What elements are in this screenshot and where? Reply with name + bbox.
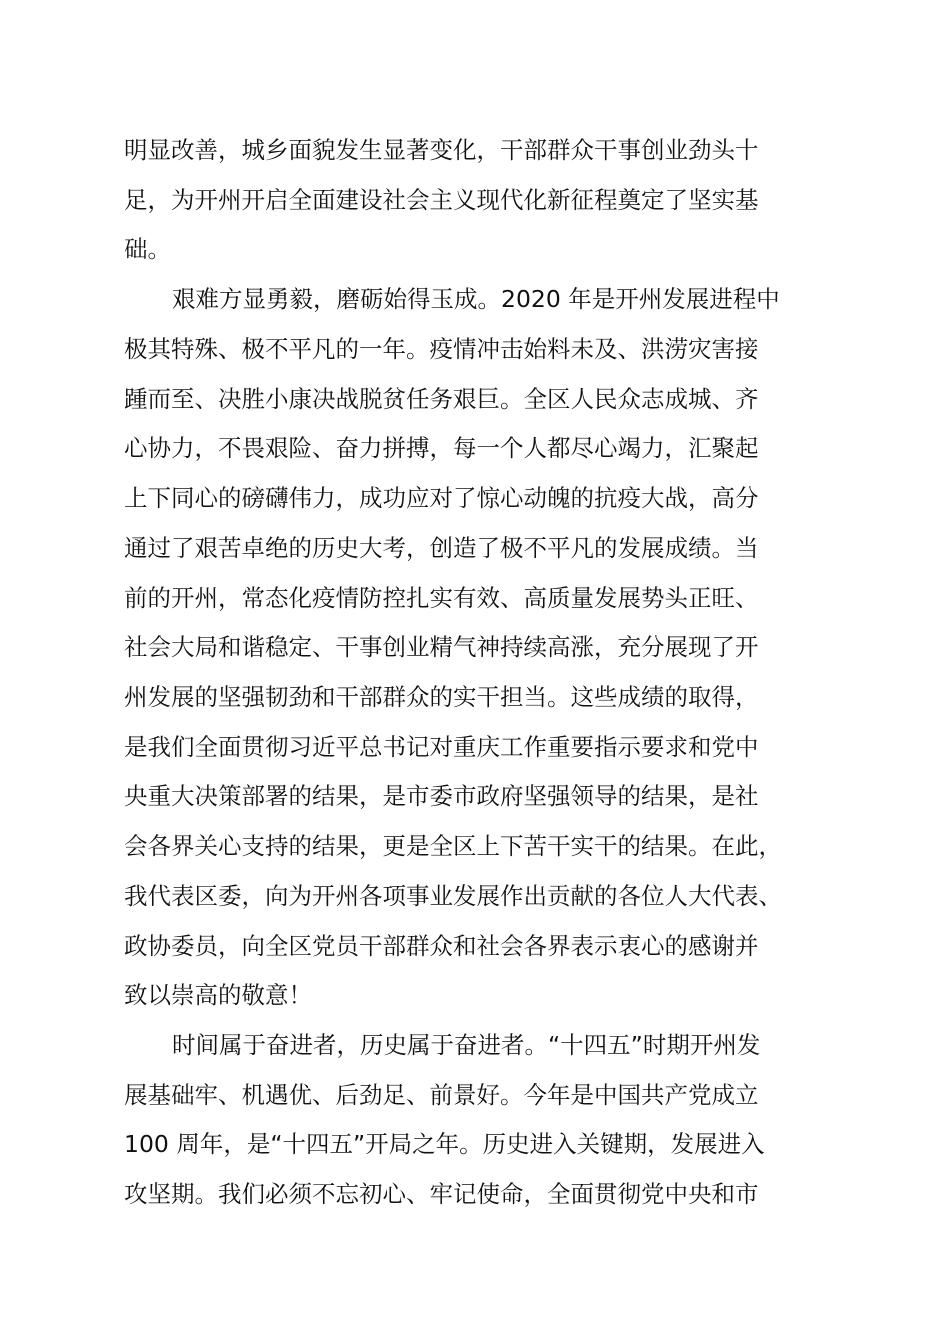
- text-line: 是我们全面贯彻习近平总书记对重庆工作重要指示要求和党中: [124, 733, 759, 761]
- text-line: 通过了艰苦卓绝的历史大考，创造了极不平凡的发展成绩。当: [124, 534, 759, 562]
- text-line: 时间属于奋进者，历史属于奋进者。“十四五”时期开州发: [172, 1031, 761, 1059]
- text-line: 上下同心的磅礴伟力，成功应对了惊心动魄的抗疫大战，高分: [124, 484, 759, 512]
- text-line: 明显改善，城乡面貌发生显著变化，干部群众干事创业劲头十: [124, 136, 759, 164]
- text-line: 致以崇高的敬意！: [124, 981, 312, 1009]
- text-line: 心协力，不畏艰险、奋力拼搏，每一个人都尽心竭力，汇聚起: [124, 434, 759, 462]
- text-line: 我代表区委，向为开州各项事业发展作出贡献的各位人大代表、: [124, 882, 782, 910]
- text-line: 前的开州，常态化疫情防控扎实有效、高质量发展势头正旺、: [124, 584, 759, 612]
- text-line: 州发展的坚强韧劲和干部群众的实干担当。这些成绩的取得，: [124, 683, 759, 711]
- text-line: 政协委员，向全区党员干部群众和社会各界表示衷心的感谢并: [124, 932, 759, 960]
- text-line: 展基础牢、机遇优、后劲足、前景好。今年是中国共产党成立: [124, 1081, 759, 1109]
- text-line: 100 周年，是“十四五”开局之年。历史进入关键期，发展进入: [124, 1130, 765, 1158]
- text-line: 攻坚期。我们必须不忘初心、牢记使命，全面贯彻党中央和市: [124, 1180, 759, 1208]
- text-line: 艰难方显勇毅，磨砺始得玉成。2020 年是开州发展进程中: [172, 285, 780, 313]
- text-line: 央重大决策部署的结果，是市委市政府坚强领导的结果，是社: [124, 782, 759, 810]
- text-line: 社会大局和谐稳定、干事创业精气神持续高涨，充分展现了开: [124, 633, 759, 661]
- text-line: 础。: [124, 235, 171, 263]
- text-line: 极其特殊、极不平凡的一年。疫情冲击始料未及、洪涝灾害接: [124, 335, 759, 363]
- text-line: 踵而至、决胜小康决战脱贫任务艰巨。全区人民众志成城、齐: [124, 385, 759, 413]
- text-line: 足，为开州开启全面建设社会主义现代化新征程奠定了坚实基: [124, 186, 759, 214]
- text-line: 会各界关心支持的结果，更是全区上下苦干实干的结果。在此，: [124, 832, 782, 860]
